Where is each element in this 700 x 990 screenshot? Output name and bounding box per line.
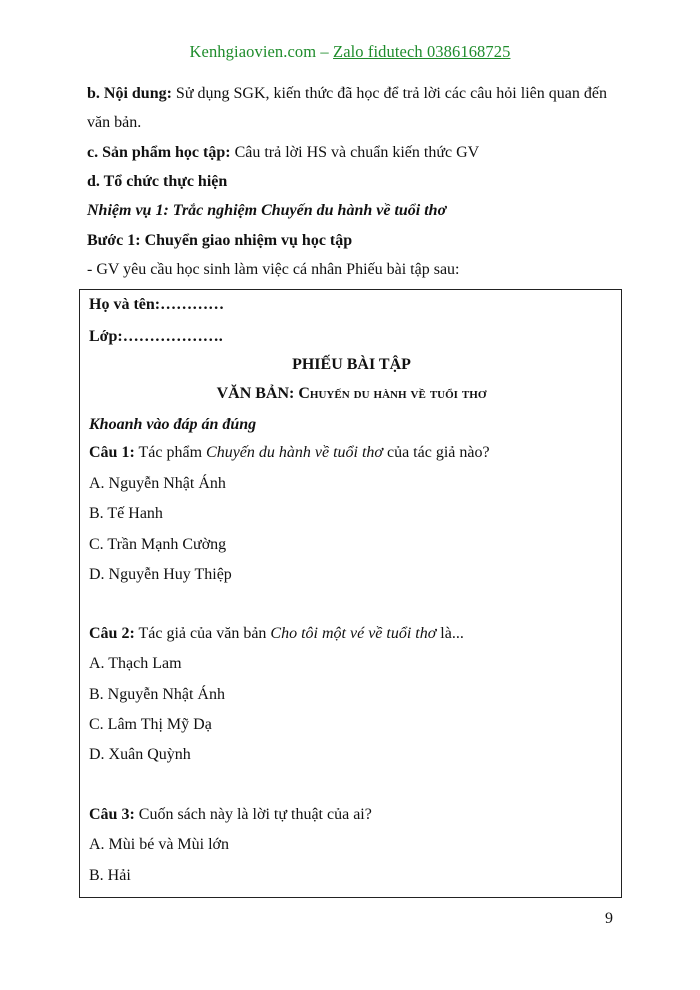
step-heading: Bước 1: Chuyển giao nhiệm vụ học tập (87, 232, 353, 249)
page-header (0, 42, 700, 62)
content-text-continued: văn bản. (87, 114, 142, 131)
question-text: Tác phẩm (134, 444, 207, 461)
question-text-end: của tác giả nào? (382, 444, 490, 461)
question-2 (89, 624, 464, 644)
answer-option[interactable]: B. Hải (89, 867, 131, 884)
content-paragraph (87, 84, 607, 104)
organization-heading: d. Tổ chức thực hiện (87, 173, 228, 190)
question-1 (89, 443, 490, 463)
question-title-italic: Chuyến du hành về tuổi thơ (206, 444, 383, 461)
question-3 (89, 805, 372, 825)
task-heading: Nhiệm vụ 1: Trắc nghiệm Chuyến du hành về tuổi thơ (87, 202, 447, 219)
worksheet-box (79, 289, 622, 898)
product-text: Câu trả lời HS và chuẩn kiến thức GV (230, 144, 480, 161)
class-field-label: Lớp:………………. (89, 328, 223, 345)
answer-option[interactable]: A. Mùi bé và Mùi lớn (89, 836, 230, 853)
worksheet-subtitle: VĂN BẢN: Chuyến du hành về tuổi thơ (216, 385, 487, 402)
page-number: 9 (605, 910, 613, 927)
worksheet-title: PHIẾU BÀI TẬP (292, 356, 411, 373)
name-field-label: Họ và tên:………… (89, 296, 225, 313)
question-label: Câu 2: (89, 625, 135, 642)
answer-option[interactable]: A. Thạch Lam (89, 655, 182, 672)
answer-option[interactable]: C. Trần Mạnh Cường (89, 536, 227, 553)
content-text: Sử dụng SGK, kiến thức đã học để trả lời các câu hỏi liên quan đến (171, 85, 607, 102)
contact-link[interactable]: Zalo fidutech 0386168725 (333, 42, 511, 61)
worksheet-instruction: Khoanh vào đáp án đúng (89, 416, 257, 433)
answer-option[interactable]: A. Nguyễn Nhật Ánh (89, 475, 226, 492)
question-label: Câu 1: (89, 444, 135, 461)
answer-option[interactable]: B. Nguyễn Nhật Ánh (89, 686, 225, 703)
question-text: Cuốn sách này là lời tự thuật của ai? (134, 806, 372, 823)
answer-option[interactable]: D. Xuân Quỳnh (89, 746, 191, 763)
answer-option[interactable]: B. Tế Hanh (89, 505, 163, 522)
answer-option[interactable]: C. Lâm Thị Mỹ Dạ (89, 716, 212, 733)
content-label: b. Nội dung: (87, 85, 172, 102)
site-name: Kenhgiaovien.com (189, 42, 317, 61)
instruction-text: - GV yêu cầu học sinh làm việc cá nhân Phiếu bài tập sau: (87, 261, 460, 278)
question-text: Tác giả của văn bản (134, 625, 271, 642)
header-separator: – (316, 42, 334, 61)
answer-option[interactable]: D. Nguyễn Huy Thiệp (89, 566, 232, 583)
question-title-italic: Cho tôi một vé về tuổi thơ (270, 625, 437, 642)
question-label: Câu 3: (89, 806, 135, 823)
question-text-end: là... (436, 625, 464, 642)
product-paragraph (87, 143, 479, 163)
product-label: c. Sản phẩm học tập: (87, 144, 231, 161)
